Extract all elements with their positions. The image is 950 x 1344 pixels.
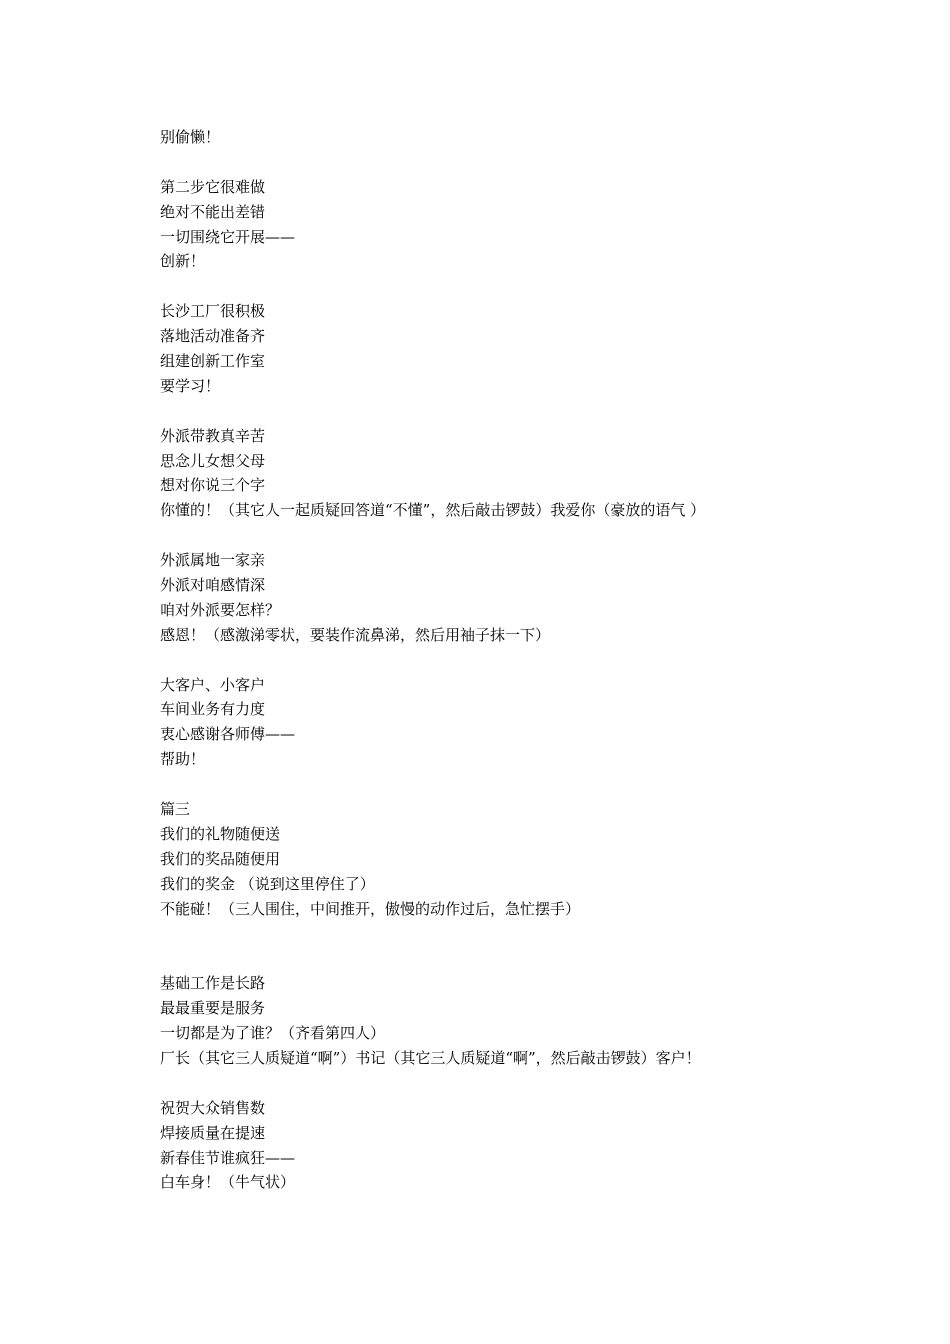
blank-line bbox=[160, 399, 900, 424]
text-line: 创新！ bbox=[160, 252, 206, 271]
blank-line bbox=[160, 523, 900, 548]
text-line: 长沙工厂很积极 bbox=[160, 302, 266, 321]
blank-line bbox=[160, 150, 900, 175]
text-line: 基础工作是长路 bbox=[160, 974, 266, 993]
text-line: 一切都是为了谁？（齐看第四人） bbox=[160, 1024, 386, 1043]
text-line: 外派对咱感情深 bbox=[160, 576, 266, 595]
document-body bbox=[160, 125, 900, 1195]
text-line: 帮助！ bbox=[160, 750, 206, 769]
text-line: 衷心感谢各师傅—— bbox=[160, 725, 296, 744]
text-line: 想对你说三个字 bbox=[160, 476, 266, 495]
text-line: 咱对外派要怎样？ bbox=[160, 600, 281, 619]
blank-line bbox=[160, 772, 900, 797]
text-line: 大客户、小客户 bbox=[160, 675, 266, 694]
text-line: 车间业务有力度 bbox=[160, 700, 266, 719]
text-line: 一切围绕它开展—— bbox=[160, 227, 296, 246]
text-line: 绝对不能出差错 bbox=[160, 202, 266, 221]
text-line: 我们的礼物随便送 bbox=[160, 824, 281, 843]
text-line: 我们的奖品随便用 bbox=[160, 849, 281, 868]
text-line: 第二步它很难做 bbox=[160, 177, 266, 196]
text-line: 落地活动准备齐 bbox=[160, 327, 266, 346]
text-line: 祝贺大众销售数 bbox=[160, 1098, 266, 1117]
text-line: 厂长（其它三人质疑道“啊”）书记（其它三人质疑道“啊”，然后敲击锣鼓）客户！ bbox=[160, 1048, 701, 1067]
blank-line bbox=[160, 648, 900, 673]
text-line: 别偷懒！ bbox=[160, 128, 221, 146]
blank-line bbox=[160, 946, 900, 971]
blank-line bbox=[160, 1071, 900, 1096]
text-line: 组建创新工作室 bbox=[160, 352, 266, 371]
text-line: 不能碰！（三人围住，中间推开，傲慢的动作过后，急忙摆手） bbox=[160, 899, 581, 918]
text-line: 新春佳节谁疯狂—— bbox=[160, 1148, 296, 1167]
text-line: 要学习！ bbox=[160, 376, 221, 395]
text-line: 白车身！（牛气状） bbox=[160, 1173, 296, 1192]
text-line: 外派属地一家亲 bbox=[160, 551, 266, 570]
blank-line bbox=[160, 922, 900, 947]
blank-line bbox=[160, 274, 900, 299]
text-line: 感恩！（感激涕零状，要装作流鼻涕，然后用袖子抹一下） bbox=[160, 625, 551, 644]
text-line: 我们的奖金 （说到这里停住了） bbox=[160, 874, 375, 893]
text-line: 焊接质量在提速 bbox=[160, 1123, 266, 1142]
text-line: 思念儿女想父母 bbox=[160, 451, 266, 470]
text-line: 你懂的！（其它人一起质疑回答道“不懂”，然后敲击锣鼓）我爱你（豪放的语气 ） bbox=[160, 501, 706, 520]
text-line: 外派带教真辛苦 bbox=[160, 426, 266, 445]
section-heading: 篇三 bbox=[160, 800, 191, 819]
text-line: 最最重要是服务 bbox=[160, 999, 266, 1018]
